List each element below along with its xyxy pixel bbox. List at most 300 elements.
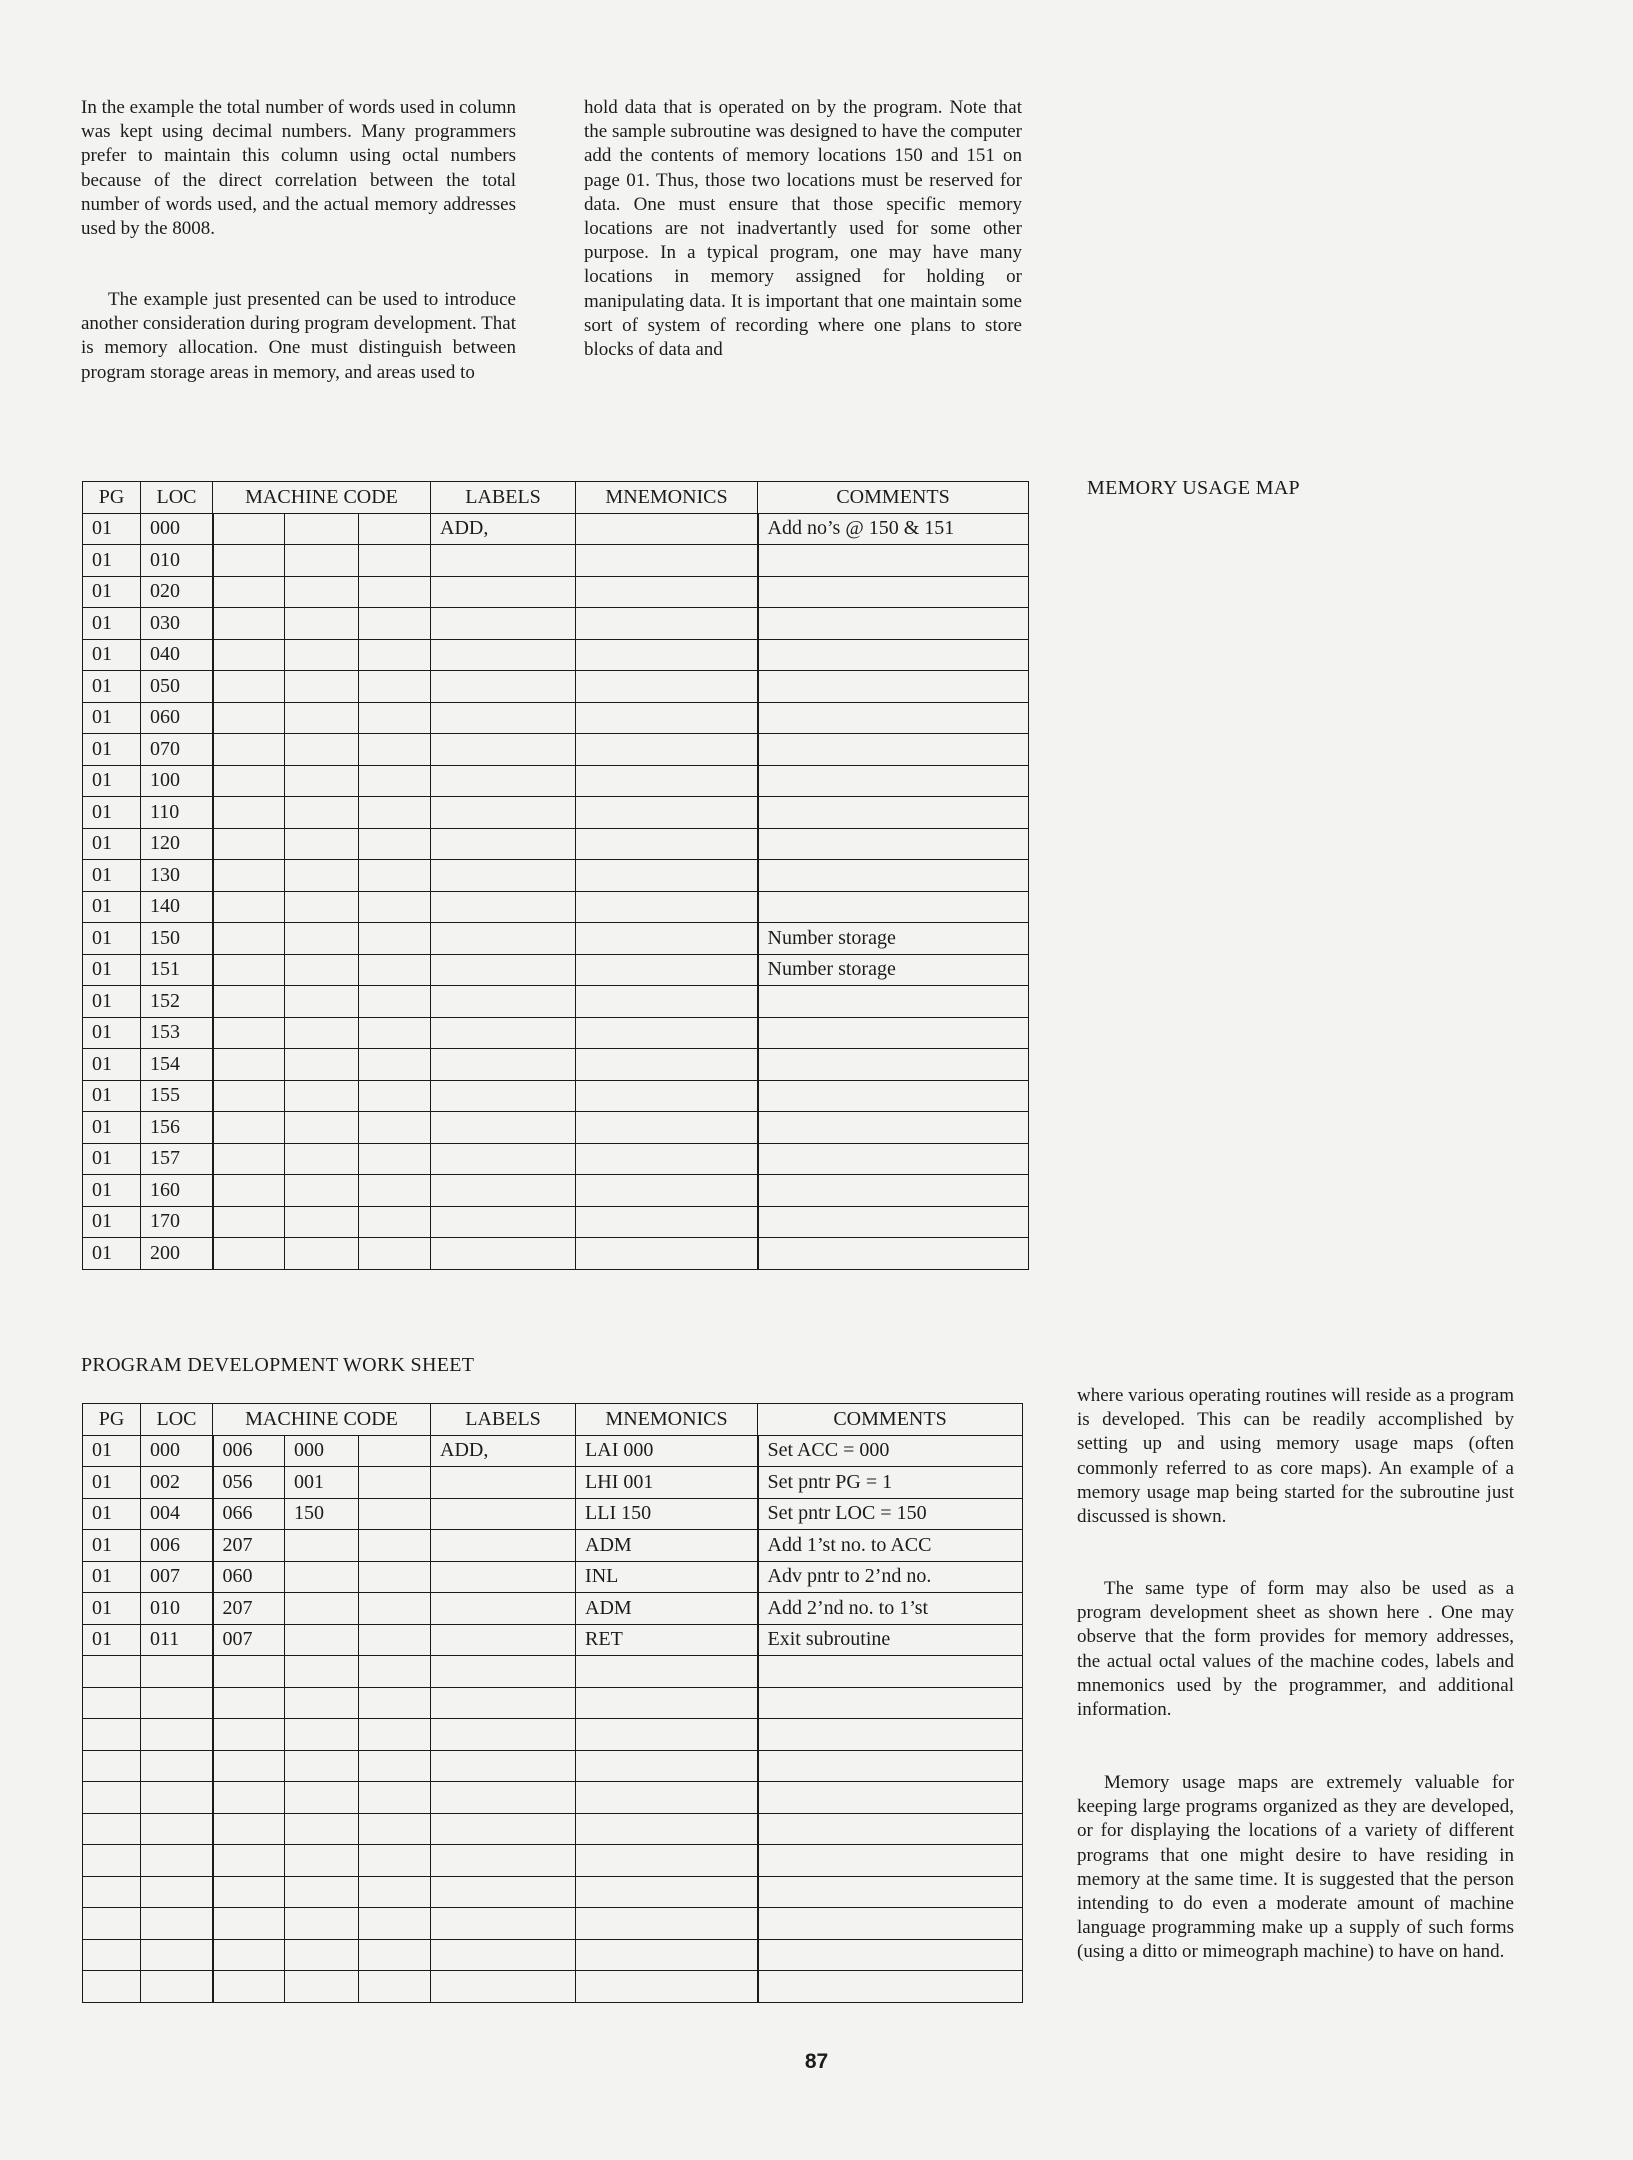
- cell-mc3: [359, 1498, 431, 1530]
- cell-mc2: [285, 1687, 359, 1719]
- cell-mc2: [285, 986, 359, 1018]
- cell-labels: [431, 1467, 576, 1499]
- page-number: 87: [804, 2050, 829, 2073]
- cell-mc1: 056: [213, 1467, 285, 1499]
- cell-mnemonics: [576, 1876, 758, 1908]
- memory-map-row: [83, 1049, 1029, 1081]
- cell-comments: [758, 1656, 1023, 1688]
- cell-loc: [141, 1719, 213, 1751]
- header-comments: COMMENTS: [758, 482, 1029, 514]
- cell-mnemonics: ADM: [576, 1530, 758, 1562]
- cell-comments: [758, 1813, 1023, 1845]
- cell-loc: 170: [141, 1206, 213, 1238]
- cell-labels: [431, 1971, 576, 2003]
- cell-pg: 01: [83, 1530, 141, 1562]
- cell-mnemonics: [576, 1719, 758, 1751]
- memory-map-row: [83, 1080, 1029, 1112]
- cell-mnemonics: [576, 734, 758, 766]
- cell-mc2: [285, 797, 359, 829]
- cell-mc3: [359, 1908, 431, 1940]
- cell-mnemonics: INL: [576, 1561, 758, 1593]
- cell-pg: 01: [83, 1143, 141, 1175]
- cell-mc2: [285, 1175, 359, 1207]
- cell-mc1: [213, 545, 285, 577]
- cell-pg: [83, 1845, 141, 1877]
- cell-mc2: [285, 608, 359, 640]
- cell-labels: [431, 1143, 576, 1175]
- cell-labels: [431, 639, 576, 671]
- cell-mc3: [359, 828, 431, 860]
- cell-comments: [758, 891, 1029, 923]
- cell-mnemonics: [576, 639, 758, 671]
- cell-comments: [758, 702, 1029, 734]
- work-sheet-row: [83, 1750, 1023, 1782]
- cell-labels: [431, 860, 576, 892]
- work-sheet-row: [83, 1939, 1023, 1971]
- cell-mc1: [213, 1112, 285, 1144]
- cell-mnemonics: [576, 860, 758, 892]
- cell-mc3: [359, 1687, 431, 1719]
- cell-labels: [431, 1782, 576, 1814]
- cell-mc3: [359, 1750, 431, 1782]
- cell-mnemonics: [576, 1845, 758, 1877]
- cell-mc1: [213, 1719, 285, 1751]
- work-sheet-row: [83, 1561, 1023, 1593]
- cell-pg: [83, 1813, 141, 1845]
- cell-labels: [431, 1845, 576, 1877]
- cell-pg: 01: [83, 513, 141, 545]
- cell-pg: 01: [83, 734, 141, 766]
- cell-mc1: [213, 1876, 285, 1908]
- cell-pg: 01: [83, 923, 141, 955]
- cell-mc3: [359, 1206, 431, 1238]
- cell-labels: [431, 608, 576, 640]
- cell-pg: [83, 1876, 141, 1908]
- cell-loc: 130: [141, 860, 213, 892]
- cell-mc2: [285, 1206, 359, 1238]
- cell-loc: 155: [141, 1080, 213, 1112]
- cell-mc2: [285, 734, 359, 766]
- cell-mc2: [285, 1017, 359, 1049]
- cell-mc1: 207: [213, 1593, 285, 1625]
- cell-labels: [431, 1530, 576, 1562]
- cell-mnemonics: [576, 1206, 758, 1238]
- cell-loc: 000: [141, 1435, 213, 1467]
- cell-pg: 01: [83, 1624, 141, 1656]
- cell-mc1: [213, 954, 285, 986]
- cell-labels: [431, 1908, 576, 1940]
- memory-map-row: [83, 891, 1029, 923]
- cell-mc3: [359, 1049, 431, 1081]
- cell-pg: 01: [83, 576, 141, 608]
- memory-map-row: [83, 765, 1029, 797]
- cell-loc: 070: [141, 734, 213, 766]
- cell-mc2: [285, 1080, 359, 1112]
- cell-mnemonics: [576, 576, 758, 608]
- cell-loc: 154: [141, 1049, 213, 1081]
- cell-mc2: 150: [285, 1498, 359, 1530]
- cell-mc1: [213, 671, 285, 703]
- cell-labels: [431, 1593, 576, 1625]
- cell-mc1: [213, 923, 285, 955]
- cell-mc1: [213, 891, 285, 923]
- cell-mc3: [359, 1939, 431, 1971]
- cell-pg: [83, 1971, 141, 2003]
- cell-mnemonics: [576, 1939, 758, 1971]
- paragraph-left-1: In the example the total number of words used in column was kept using decimal numbers. Many programmers prefer to maintain this column using octal numbers because of the direct correlation between the total number of words used, and the actual memory addresses used by the 8008.: [81, 97, 516, 240]
- cell-mc1: 066: [213, 1498, 285, 1530]
- cell-mc1: [213, 1206, 285, 1238]
- memory-map-row: [83, 702, 1029, 734]
- cell-comments: [758, 1206, 1029, 1238]
- cell-pg: [83, 1939, 141, 1971]
- memory-map-row: [83, 1017, 1029, 1049]
- cell-mc2: 001: [285, 1467, 359, 1499]
- cell-mc2: [285, 1530, 359, 1562]
- cell-labels: [431, 1624, 576, 1656]
- cell-mc1: [213, 1687, 285, 1719]
- memory-map-row: [83, 797, 1029, 829]
- cell-pg: 01: [83, 954, 141, 986]
- cell-comments: [758, 734, 1029, 766]
- cell-mc3: [359, 702, 431, 734]
- cell-mc3: [359, 1624, 431, 1656]
- cell-labels: [431, 1049, 576, 1081]
- cell-pg: 01: [83, 1206, 141, 1238]
- cell-loc: 156: [141, 1112, 213, 1144]
- cell-loc: 010: [141, 545, 213, 577]
- cell-pg: 01: [83, 765, 141, 797]
- cell-mc2: [285, 891, 359, 923]
- cell-comments: [758, 1876, 1023, 1908]
- cell-mc3: [359, 1971, 431, 2003]
- cell-loc: 000: [141, 513, 213, 545]
- cell-pg: 01: [83, 545, 141, 577]
- cell-comments: [758, 1719, 1023, 1751]
- cell-mc1: [213, 1143, 285, 1175]
- cell-comments: [758, 1017, 1029, 1049]
- cell-mnemonics: [576, 1112, 758, 1144]
- cell-comments: [758, 1750, 1023, 1782]
- cell-loc: [141, 1908, 213, 1940]
- cell-comments: Set ACC = 000: [758, 1435, 1023, 1467]
- cell-mc3: [359, 1435, 431, 1467]
- cell-pg: 01: [83, 1049, 141, 1081]
- memory-map-caption: MEMORY USAGE MAP: [1087, 477, 1300, 499]
- cell-mc1: 060: [213, 1561, 285, 1593]
- cell-mc2: [285, 1112, 359, 1144]
- header-labels: LABELS: [431, 482, 576, 514]
- header-pg: PG: [83, 1404, 141, 1436]
- cell-loc: 011: [141, 1624, 213, 1656]
- cell-labels: [431, 545, 576, 577]
- cell-pg: 01: [83, 986, 141, 1018]
- work-sheet-row: [83, 1782, 1023, 1814]
- cell-mc3: [359, 1719, 431, 1751]
- cell-mc3: [359, 513, 431, 545]
- cell-mc1: [213, 1080, 285, 1112]
- work-sheet-row: [83, 1687, 1023, 1719]
- cell-pg: [83, 1656, 141, 1688]
- cell-comments: Add 2’nd no. to 1’st: [758, 1593, 1023, 1625]
- cell-pg: 01: [83, 1467, 141, 1499]
- work-sheet-row: [83, 1719, 1023, 1751]
- cell-pg: [83, 1687, 141, 1719]
- cell-mnemonics: [576, 1750, 758, 1782]
- cell-mnemonics: LAI 000: [576, 1435, 758, 1467]
- cell-comments: [758, 1939, 1023, 1971]
- work-sheet-caption: PROGRAM DEVELOPMENT WORK SHEET: [81, 1354, 475, 1376]
- cell-comments: [758, 1080, 1029, 1112]
- cell-mc1: [213, 986, 285, 1018]
- cell-comments: Number storage: [758, 923, 1029, 955]
- cell-comments: [758, 1687, 1023, 1719]
- cell-labels: [431, 891, 576, 923]
- memory-map-row: [83, 671, 1029, 703]
- cell-labels: [431, 671, 576, 703]
- cell-pg: [83, 1908, 141, 1940]
- cell-mc3: [359, 1080, 431, 1112]
- cell-loc: 110: [141, 797, 213, 829]
- cell-mc1: [213, 734, 285, 766]
- cell-comments: [758, 1175, 1029, 1207]
- cell-comments: [758, 576, 1029, 608]
- cell-mc1: 006: [213, 1435, 285, 1467]
- cell-loc: [141, 1939, 213, 1971]
- table-header-row: [83, 482, 1029, 514]
- cell-labels: [431, 1687, 576, 1719]
- cell-mnemonics: [576, 954, 758, 986]
- cell-mc2: [285, 1624, 359, 1656]
- work-sheet-row: [83, 1845, 1023, 1877]
- paragraph-bottom-3: Memory usage maps are extremely valuable for keeping large programs organized as they are developed, or for displaying the locations of a variety of different programs that one might desire to have residing in memory at the same time. It is suggested that the person intending to do even a moderate amount of machine language programming make up a supply of such forms (using a ditto or mimeograph machine) to have on hand.: [1077, 1772, 1514, 1963]
- cell-loc: 002: [141, 1467, 213, 1499]
- cell-mc2: [285, 1656, 359, 1688]
- cell-mc3: [359, 1530, 431, 1562]
- cell-comments: [758, 1782, 1023, 1814]
- cell-mnemonics: [576, 986, 758, 1018]
- cell-mnemonics: [576, 513, 758, 545]
- cell-labels: [431, 1080, 576, 1112]
- cell-pg: 01: [83, 1561, 141, 1593]
- cell-mc1: [213, 702, 285, 734]
- cell-comments: [758, 1049, 1029, 1081]
- memory-map-row: [83, 1175, 1029, 1207]
- cell-labels: [431, 1206, 576, 1238]
- cell-mc3: [359, 765, 431, 797]
- cell-mnemonics: [576, 797, 758, 829]
- cell-mc1: [213, 765, 285, 797]
- cell-mc3: [359, 608, 431, 640]
- cell-comments: [758, 860, 1029, 892]
- cell-mc3: [359, 1112, 431, 1144]
- cell-mc2: 000: [285, 1435, 359, 1467]
- cell-mnemonics: [576, 765, 758, 797]
- cell-pg: 01: [83, 1175, 141, 1207]
- cell-mc1: [213, 1971, 285, 2003]
- cell-mc1: [213, 1782, 285, 1814]
- work-sheet-row: [83, 1498, 1023, 1530]
- cell-loc: 140: [141, 891, 213, 923]
- cell-mc2: [285, 513, 359, 545]
- cell-mc2: [285, 1750, 359, 1782]
- cell-comments: Set pntr LOC = 150: [758, 1498, 1023, 1530]
- cell-mc3: [359, 1467, 431, 1499]
- cell-mnemonics: [576, 1175, 758, 1207]
- cell-mc3: [359, 671, 431, 703]
- cell-mc2: [285, 1876, 359, 1908]
- cell-mc1: [213, 1813, 285, 1845]
- cell-mc2: [285, 860, 359, 892]
- memory-map-row: [83, 545, 1029, 577]
- cell-labels: [431, 1017, 576, 1049]
- cell-mc2: [285, 1908, 359, 1940]
- header-mnemonics: MNEMONICS: [576, 482, 758, 514]
- cell-loc: 006: [141, 1530, 213, 1562]
- cell-mc2: [285, 765, 359, 797]
- cell-mnemonics: [576, 1017, 758, 1049]
- memory-map-row: [83, 734, 1029, 766]
- cell-comments: Exit subroutine: [758, 1624, 1023, 1656]
- cell-labels: [431, 828, 576, 860]
- cell-labels: [431, 1112, 576, 1144]
- cell-labels: [431, 1719, 576, 1751]
- cell-mc3: [359, 1813, 431, 1845]
- cell-mc1: [213, 1908, 285, 1940]
- cell-mc2: [285, 639, 359, 671]
- cell-mc3: [359, 1238, 431, 1270]
- cell-mc3: [359, 1175, 431, 1207]
- cell-mc2: [285, 828, 359, 860]
- cell-mc3: [359, 1017, 431, 1049]
- cell-mc3: [359, 1876, 431, 1908]
- work-sheet-row: [83, 1467, 1023, 1499]
- cell-mc1: [213, 1845, 285, 1877]
- cell-loc: [141, 1750, 213, 1782]
- paragraph-left-2: The example just presented can be used to introduce another consideration during program development. That is memory allocation. One must distinguish between program storage areas in memory, and areas used to: [81, 289, 516, 383]
- cell-labels: [431, 1656, 576, 1688]
- cell-mc2: [285, 1049, 359, 1081]
- memory-map-row: [83, 1238, 1029, 1270]
- cell-loc: [141, 1845, 213, 1877]
- memory-map-row: [83, 954, 1029, 986]
- cell-loc: 151: [141, 954, 213, 986]
- cell-loc: [141, 1971, 213, 2003]
- header-loc: LOC: [141, 482, 213, 514]
- cell-mc3: [359, 734, 431, 766]
- cell-mnemonics: [576, 1971, 758, 2003]
- cell-comments: [758, 765, 1029, 797]
- memory-map-row: [83, 513, 1029, 545]
- cell-mc1: [213, 1238, 285, 1270]
- header-machine-code: MACHINE CODE: [213, 1404, 431, 1436]
- cell-loc: 150: [141, 923, 213, 955]
- cell-pg: 01: [83, 639, 141, 671]
- memory-map-row: [83, 1143, 1029, 1175]
- cell-pg: [83, 1782, 141, 1814]
- cell-mnemonics: [576, 671, 758, 703]
- cell-loc: [141, 1782, 213, 1814]
- cell-loc: 100: [141, 765, 213, 797]
- cell-pg: [83, 1750, 141, 1782]
- header-mnemonics: MNEMONICS: [576, 1404, 758, 1436]
- cell-labels: [431, 797, 576, 829]
- cell-labels: [431, 954, 576, 986]
- header-comments: COMMENTS: [758, 1404, 1023, 1436]
- cell-mnemonics: [576, 1143, 758, 1175]
- cell-mc2: [285, 1782, 359, 1814]
- cell-pg: 01: [83, 1017, 141, 1049]
- cell-mnemonics: LHI 001: [576, 1467, 758, 1499]
- cell-loc: 153: [141, 1017, 213, 1049]
- header-machine-code: MACHINE CODE: [213, 482, 431, 514]
- cell-loc: 040: [141, 639, 213, 671]
- cell-loc: 157: [141, 1143, 213, 1175]
- work-sheet-row: [83, 1624, 1023, 1656]
- memory-map-row: [83, 986, 1029, 1018]
- cell-loc: 007: [141, 1561, 213, 1593]
- cell-mc1: [213, 828, 285, 860]
- cell-mc3: [359, 986, 431, 1018]
- cell-loc: 160: [141, 1175, 213, 1207]
- cell-mnemonics: ADM: [576, 1593, 758, 1625]
- work-sheet-row: [83, 1971, 1023, 2003]
- cell-comments: [758, 1845, 1023, 1877]
- cell-mnemonics: [576, 828, 758, 860]
- cell-mc2: [285, 1813, 359, 1845]
- cell-mc1: [213, 860, 285, 892]
- cell-loc: 060: [141, 702, 213, 734]
- cell-mc1: [213, 1939, 285, 1971]
- cell-mnemonics: [576, 702, 758, 734]
- cell-mnemonics: [576, 1656, 758, 1688]
- cell-mc3: [359, 1782, 431, 1814]
- cell-mc1: 207: [213, 1530, 285, 1562]
- cell-pg: 01: [83, 828, 141, 860]
- cell-comments: [758, 1112, 1029, 1144]
- cell-mc3: [359, 639, 431, 671]
- cell-mnemonics: [576, 1687, 758, 1719]
- cell-mc3: [359, 1845, 431, 1877]
- memory-map-row: [83, 608, 1029, 640]
- cell-pg: [83, 1719, 141, 1751]
- cell-labels: [431, 1561, 576, 1593]
- cell-mc1: [213, 608, 285, 640]
- work-sheet-row: [83, 1813, 1023, 1845]
- cell-labels: ADD,: [431, 513, 576, 545]
- cell-comments: Add 1’st no. to ACC: [758, 1530, 1023, 1562]
- cell-loc: [141, 1876, 213, 1908]
- cell-comments: [758, 1971, 1023, 2003]
- cell-labels: [431, 576, 576, 608]
- cell-mc3: [359, 1656, 431, 1688]
- cell-loc: 020: [141, 576, 213, 608]
- cell-mc1: [213, 576, 285, 608]
- cell-comments: [758, 1143, 1029, 1175]
- memory-map-row: [83, 639, 1029, 671]
- work-sheet-row: [83, 1876, 1023, 1908]
- cell-mc3: [359, 576, 431, 608]
- cell-pg: 01: [83, 1080, 141, 1112]
- cell-mc2: [285, 1143, 359, 1175]
- cell-loc: 030: [141, 608, 213, 640]
- header-pg: PG: [83, 482, 141, 514]
- cell-comments: [758, 986, 1029, 1018]
- cell-comments: [758, 639, 1029, 671]
- cell-mnemonics: [576, 545, 758, 577]
- cell-mc2: [285, 923, 359, 955]
- cell-labels: [431, 986, 576, 1018]
